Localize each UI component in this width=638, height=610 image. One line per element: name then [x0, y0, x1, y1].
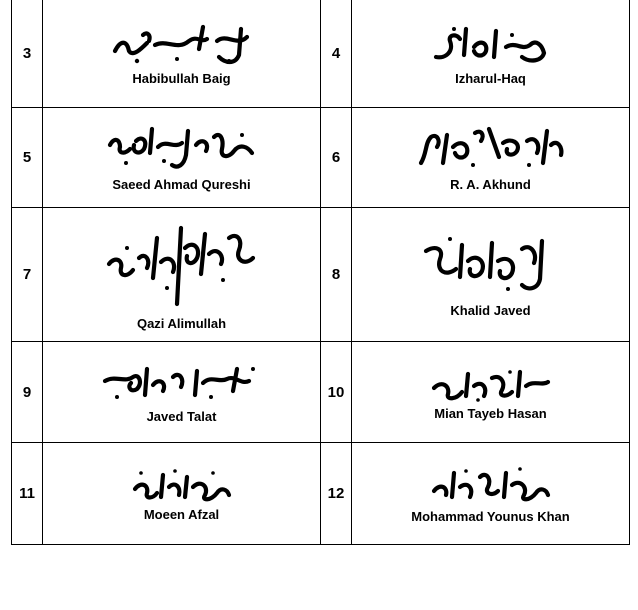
entry-number: 8: [321, 208, 352, 342]
signature-cell: [352, 342, 630, 443]
signature-cell: [43, 342, 321, 443]
signature-cell: [43, 208, 321, 342]
signature-cell: [43, 0, 321, 108]
table-row: [12, 342, 630, 443]
signature-image: [97, 361, 267, 407]
person-name: Khalid Javed: [450, 303, 531, 318]
entry-number: 9: [12, 342, 43, 443]
signature-image: [102, 123, 262, 175]
table-row: [12, 108, 630, 208]
entry-number: 7: [12, 208, 43, 342]
signature-image: [416, 231, 566, 301]
signature-cell: [352, 443, 630, 545]
person-name: Mian Tayeb Hasan: [434, 405, 547, 421]
person-name: Habibullah Baig: [132, 70, 231, 86]
signature-image: [107, 21, 257, 69]
person-name: Moeen Afzal: [143, 507, 220, 522]
table-row: [12, 0, 630, 108]
entry-number: 6: [321, 108, 352, 208]
signature-table: [11, 0, 630, 545]
entry-number: 4: [321, 0, 352, 108]
signature-cell: [352, 208, 630, 342]
signature-cell: [43, 108, 321, 208]
signature-cell: [352, 0, 630, 108]
entry-number: 10: [321, 342, 352, 443]
table-row: [12, 443, 630, 545]
person-name: R. A. Akhund: [450, 177, 531, 192]
signature-cell: [43, 443, 321, 545]
entry-number: 3: [12, 0, 43, 108]
entry-number: 5: [12, 108, 43, 208]
table-row: [12, 208, 630, 342]
signature-image: [426, 364, 556, 404]
signature-image: [411, 123, 571, 175]
entry-number: 12: [321, 443, 352, 545]
signature-image: [127, 465, 237, 505]
signature-image: [426, 21, 556, 69]
person-name: Saeed Ahmad Qureshi: [112, 177, 251, 192]
person-name: Mohammad Younus Khan: [411, 509, 570, 524]
signature-image: [426, 463, 556, 507]
signature-cell: [352, 108, 630, 208]
signature-image: [97, 218, 267, 314]
entry-number: 11: [12, 443, 43, 545]
person-name: Qazi Alimullah: [136, 316, 227, 331]
person-name: Javed Talat: [146, 408, 217, 424]
person-name: Izharul-Haq: [455, 70, 526, 86]
